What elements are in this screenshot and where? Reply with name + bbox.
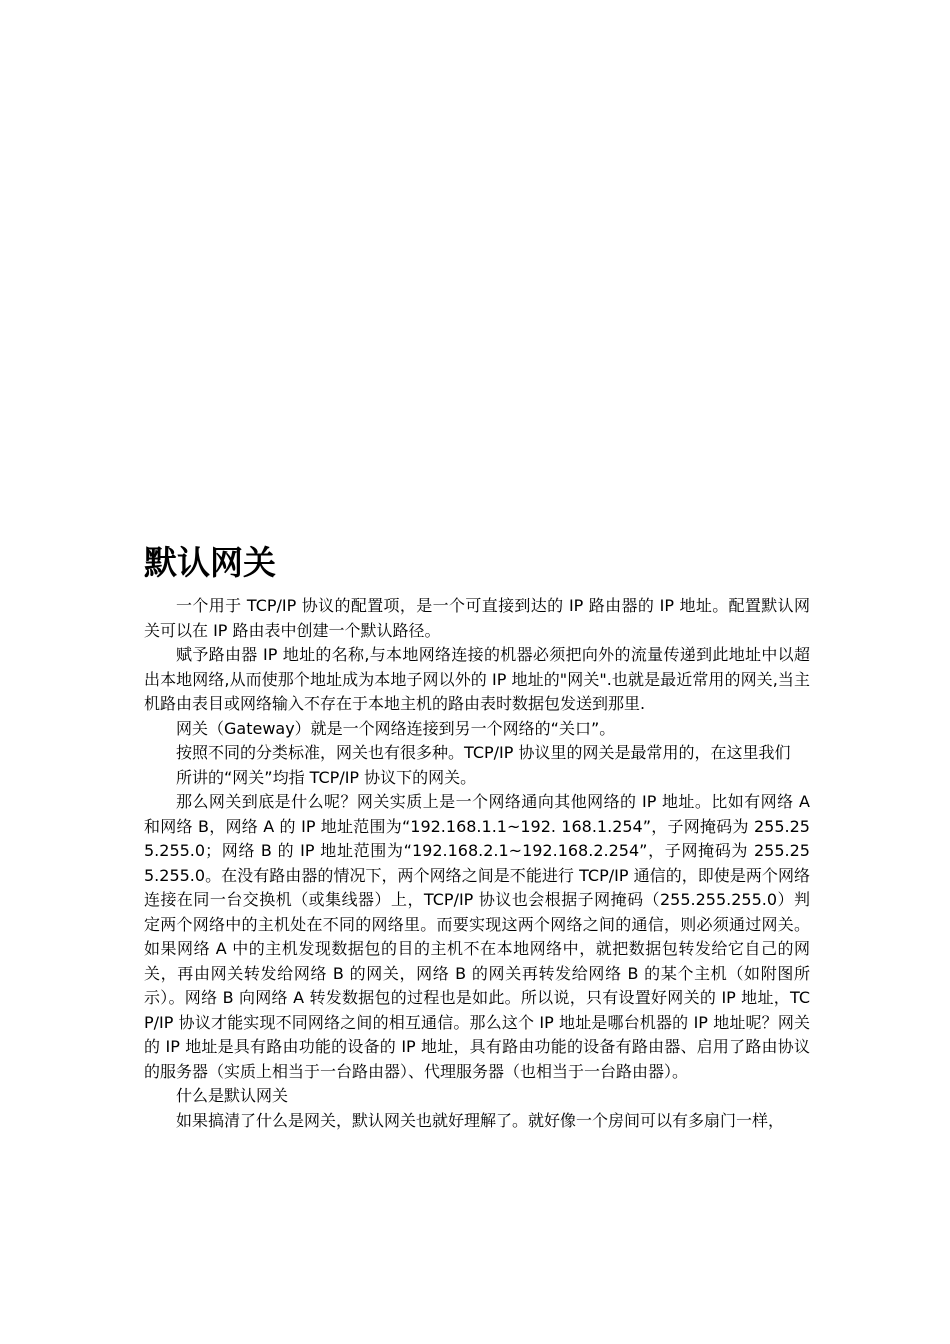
paragraph: 那么网关到底是什么呢？网关实质上是一个网络通向其他网络的 IP 地址。比如有网络 A 和网络 B，网络 A 的 IP 地址范围为“192.168.1.1~192. 168.1.254”，子网掩码为 255.255.255.0；网络 B 的 IP 地址范围为“192.168.2.1~192.168.2.254”，子网掩码为 255.255.255.0。在没有路由器的情况下，两个网络之间是不能进行 TCP/IP 通信的，即使是两个网络连接在同一台交换机（或集线器）上，TCP/IP 协议也会根据子网掩码（255.255.255.0）判定两个网络中的主机处在不同的网络里。而要实现这两个网络之间的通信，则必须通过网关。如果网络 A 中的主机发现数据包的目的主机不在本地网络中，就把数据包转发给它自己的网关，再由网关转发给网络 B 的网关，网络 B 的网关再转发给网络 B 的某个主机（如附图所示）。网络 B 向网络 A 转发数据包的过程也是如此。所以说，只有设置好网关的 IP 地址，TCP/IP 协议才能实现不同网络之间的相互通信。那么这个 IP 地址是哪台机器的 IP 地址呢？网关的 IP 地址是具有路由功能的设备的 IP 地址，具有路由功能的设备有路由器、启用了路由协议的服务器（实质上相当于一台路由器）、代理服务器（也相当于一台路由器）。	[144, 792, 810, 1081]
page-title: 默认网关	[144, 543, 276, 582]
paragraph: 按照不同的分类标准，网关也有很多种。TCP/IP 协议里的网关是最常用的，在这里我们	[176, 743, 791, 762]
paragraph: 所讲的“网关”均指 TCP/IP 协议下的网关。	[176, 767, 477, 787]
paragraph: 赋予路由器 IP 地址的名称,与本地网络连接的机器必须把向外的流量传递到此地址中以超出本地网络,从而使那个地址成为本地子网以外的 IP 地址的"网关".也就是最近常用的网关,当主机路由表目或网络输入不存在于本地主机的路由表时数据包发送到那里.	[144, 645, 810, 713]
section-heading: 什么是默认网关	[176, 1086, 289, 1105]
document-body	[144, 594, 810, 1133]
paragraph: 如果搞清了什么是网关，默认网关也就好理解了。就好像一个房间可以有多扇门一样，	[176, 1110, 785, 1130]
paragraph: 一个用于 TCP/IP 协议的配置项，是一个可直接到达的 IP 路由器的 IP 地址。配置默认网关可以在 IP 路由表中创建一个默认路径。	[144, 596, 810, 640]
paragraph: 网关（Gateway）就是一个网络连接到另一个网络的“关口”。	[176, 718, 616, 738]
